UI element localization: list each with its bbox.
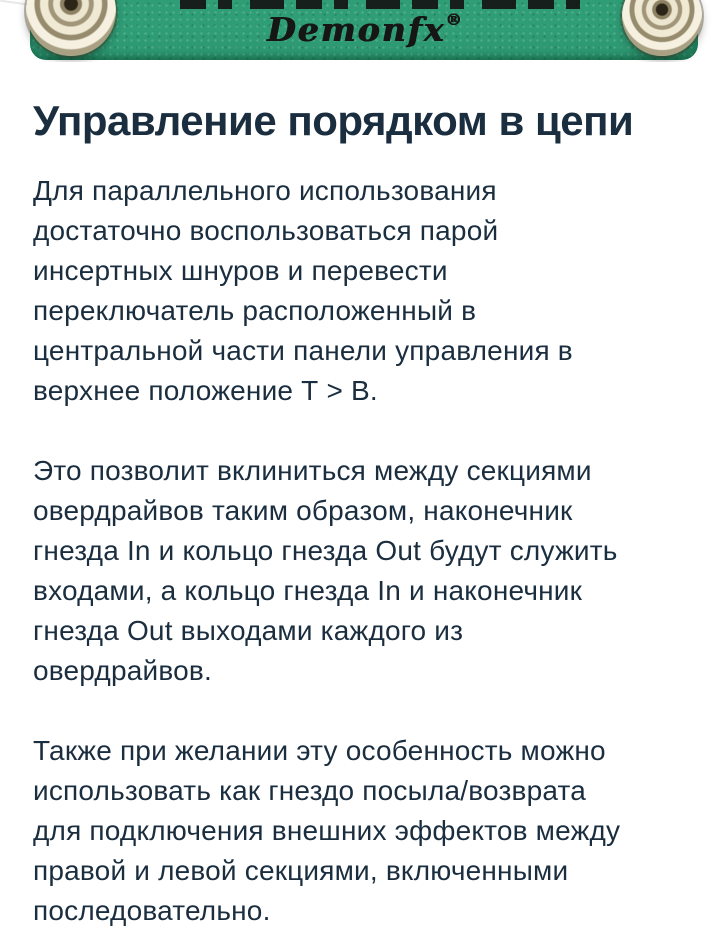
text-line: Также при желании эту особенность можно [33, 735, 606, 766]
text-line: Для параллельного использования [33, 175, 497, 206]
pedal-image [30, 0, 698, 60]
brand-name: Demonfx [266, 10, 446, 49]
text-line: использовать как гнездо посыла/возврата [33, 775, 586, 806]
text-line: переключатель расположенный в [33, 295, 477, 326]
cropped-text-fragment [180, 0, 580, 9]
paragraph-3 [33, 731, 702, 931]
text-line: Это позволит вклиниться между секциями [33, 455, 592, 486]
text-line: овердрайвов таким образом, наконечник [33, 495, 573, 526]
text-line: правой и левой секциями, включенными [33, 855, 569, 886]
text-line: входами, а кольцо гнезда In и наконечник [33, 575, 583, 606]
text-line: верхнее положение Т > В. [33, 375, 378, 406]
paragraph-2 [33, 451, 702, 691]
article-section [0, 95, 720, 931]
text-line: центральной части панели управления в [33, 335, 573, 366]
product-photo [0, 0, 720, 62]
text-line: инсертных шнуров и перевести [33, 255, 448, 286]
brand-logo [30, 10, 698, 49]
section-title: Управление порядком в цепи [33, 97, 634, 144]
text-line: для подключения внешних эффектов между [33, 815, 621, 846]
text-line: последовательно. [33, 895, 271, 926]
text-line: овердрайвов. [33, 655, 212, 686]
text-line: гнезда Out выходами каждого из [33, 615, 464, 646]
paragraph-1 [33, 171, 702, 411]
text-line: достаточно воспользоваться парой [33, 215, 499, 246]
text-line: гнезда In и кольцо гнезда Out будут служить [33, 535, 618, 566]
registered-trademark-symbol: ® [445, 10, 462, 29]
